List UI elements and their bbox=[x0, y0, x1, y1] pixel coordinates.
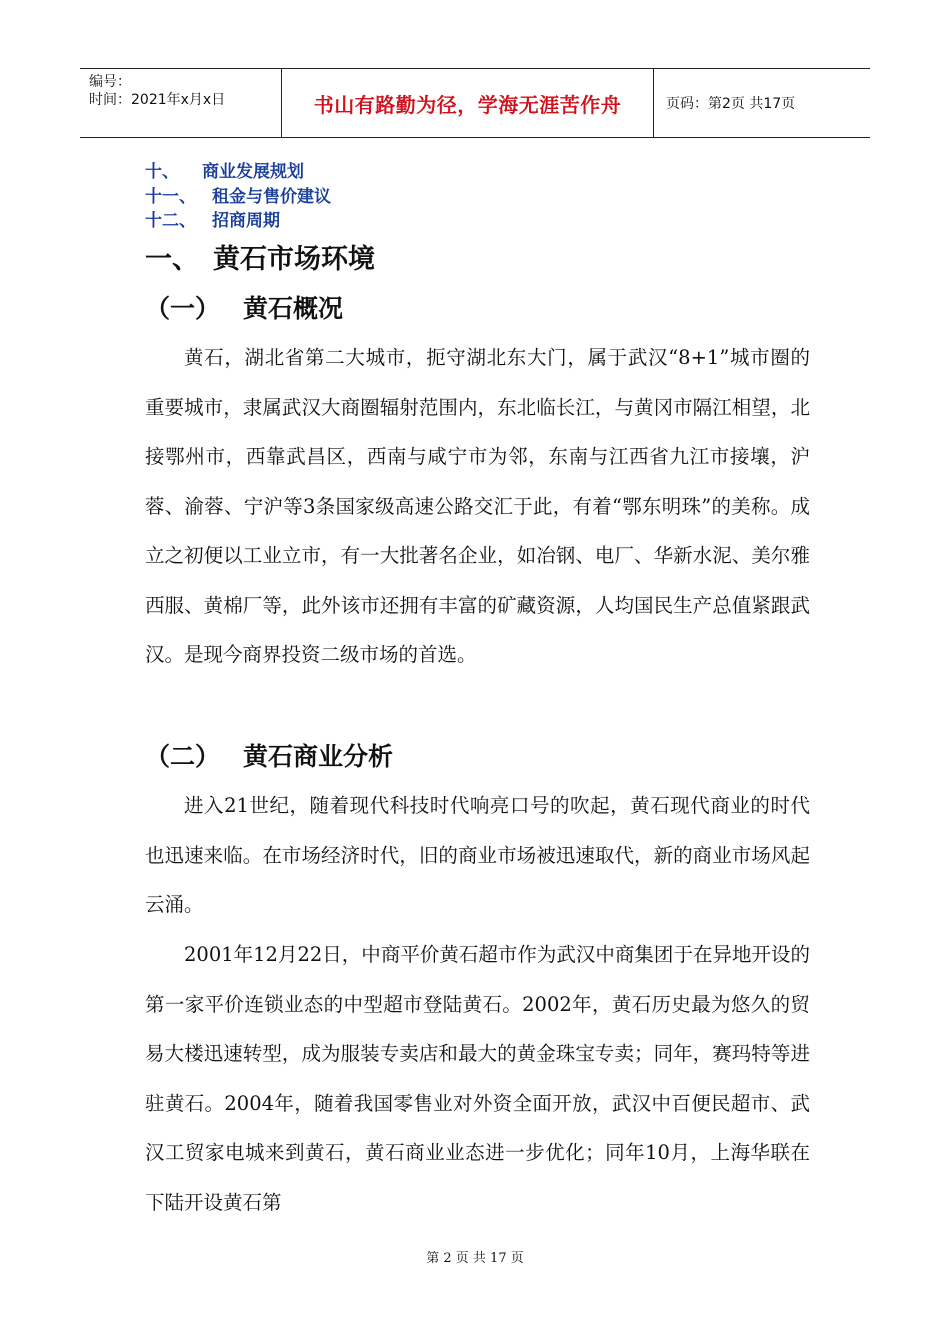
subsection-heading bbox=[145, 290, 343, 328]
subsection-title: 黄石商业分析 bbox=[243, 742, 394, 771]
toc-item-number: 十、 bbox=[145, 162, 179, 182]
body-paragraph: 2001年12月22日，中商平价黄石超市作为武汉中商集团于在异地开设的第一家平价连锁业态的中型超市登陆黄石。2002年，黄石历史最为悠久的贸易大楼迅速转型，成为服装专卖店和最大的黄金珠宝专卖；同年，赛玛特等进驻黄石。2004年，随着我国零售业对外资全面开放，武汉中百便民超市、武汉工贸家电城来到黄石，黄石商业业态进一步优化；同年10月，上海华联在下陆开设黄石第 bbox=[145, 943, 810, 1214]
toc-item-number: 十一、 bbox=[145, 186, 196, 207]
toc-item-label: 租金与售价建议 bbox=[212, 186, 331, 207]
toc-item[interactable] bbox=[145, 185, 331, 210]
toc-item[interactable] bbox=[145, 160, 331, 185]
section-number: 一、 bbox=[145, 244, 199, 275]
body-paragraph: 进入21世纪，随着现代科技时代响亮口号的吹起，黄石现代商业的时代也迅速来临。在市场经济时代，旧的商业市场被迅速取代，新的商业市场风起云涌。 bbox=[145, 794, 810, 916]
document-date: 时间：2021年x月x日 bbox=[89, 92, 226, 108]
header-motto: 书山有路勤为径，学海无涯苦作舟 bbox=[282, 69, 654, 137]
toc-item[interactable] bbox=[145, 209, 331, 234]
document-header bbox=[80, 68, 870, 138]
subsection-number: （二） bbox=[145, 742, 221, 771]
section-title: 黄石市场环境 bbox=[213, 244, 375, 275]
subsection-number: （一） bbox=[145, 294, 221, 323]
document-number-label: 编号： bbox=[89, 74, 131, 90]
header-meta bbox=[80, 69, 282, 137]
toc-item-label: 招商周期 bbox=[212, 211, 280, 231]
table-of-contents bbox=[145, 160, 331, 234]
body-paragraph: 黄石，湖北省第二大城市，扼守湖北东大门，属于武汉“8+1”城市圈的重要城市，隶属武汉大商圈辐射范围内，东北临长江，与黄冈市隔江相望，北接鄂州市，西靠武昌区，西南与咸宁市为邻，东南与江西省九江市接壤，沪蓉、渝蓉、宁沪等3条国家级高速公路交汇于此，有着“鄂东明珠”的美称。成立之初便以工业立市，有一大批著名企业，如冶钢、电厂、华新水泥、美尔雅西服、黄棉厂等，此外该市还拥有丰富的矿藏资源，人均国民生产总值紧跟武汉。是现今商界投资二级市场的首选。 bbox=[145, 346, 810, 666]
subsection-heading bbox=[145, 738, 393, 776]
page-footer: 第 2 页 共 17 页 bbox=[426, 1251, 524, 1266]
toc-item-label: 商业发展规划 bbox=[202, 162, 304, 182]
section-heading bbox=[145, 240, 375, 280]
toc-item-number: 十二、 bbox=[145, 211, 196, 231]
subsection-title: 黄石概况 bbox=[243, 294, 344, 323]
header-page-info: 页码：第2页 共17页 bbox=[666, 96, 796, 112]
